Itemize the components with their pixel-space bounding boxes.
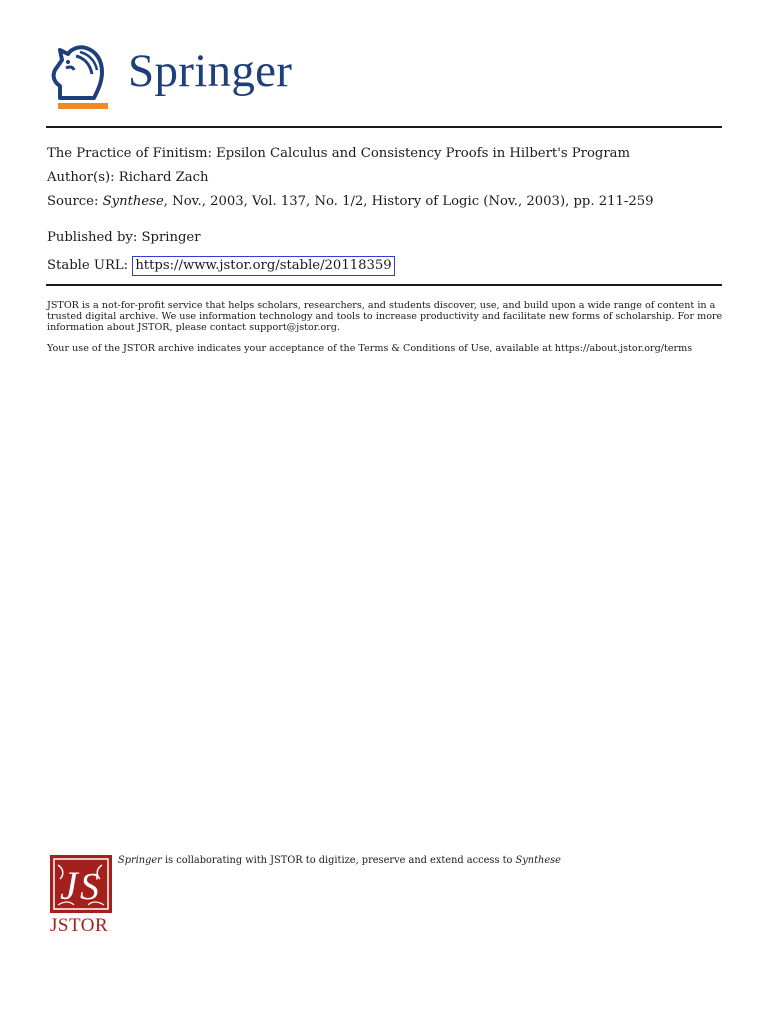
source-label: Source: — [47, 194, 99, 209]
source-line — [47, 194, 717, 210]
stable-url-line — [47, 256, 395, 276]
jstor-wordmark: JSTOR — [50, 915, 109, 936]
source-details: , Nov., 2003, Vol. 137, No. 1/2, History of Logic (Nov., 2003), pp. 211-259 — [163, 194, 654, 209]
published-by-line — [47, 230, 201, 246]
top-rule — [46, 126, 722, 128]
published-by-label: Published by: — [47, 230, 138, 245]
source-journal: Synthese — [102, 194, 164, 209]
jstor-emblem-icon — [50, 855, 112, 913]
springer-wordmark: Springer — [128, 45, 293, 97]
collaboration-statement — [118, 855, 561, 867]
svg-text:S: S — [80, 866, 99, 908]
springer-logo — [46, 40, 346, 112]
authors-line — [47, 170, 209, 186]
published-by-value: Springer — [141, 230, 201, 245]
authors-label: Author(s): — [47, 170, 115, 185]
collab-text: is collaborating with JSTOR to digitize, preserve and extend access to — [161, 855, 516, 866]
jstor-logo — [50, 855, 114, 937]
authors-value: Richard Zach — [118, 170, 209, 185]
collab-publisher: Springer — [118, 855, 162, 866]
stable-url-link[interactable]: https://www.jstor.org/stable/20118359 — [132, 256, 394, 276]
article-title: The Practice of Finitism: Epsilon Calculus and Consistency Proofs in Hilbert's Program — [47, 146, 631, 161]
jstor-notice-paragraph: JSTOR is a not-for-profit service that helps scholars, researchers, and students discover, use, and build upon a wide range of content in a trusted digital archive. We use information technology and tools to increase productivity and facilitate new forms of scholarship. For more information about JSTOR, please contact support@jstor.org. — [47, 300, 723, 333]
middle-rule — [46, 284, 722, 286]
collab-journal: Synthese — [515, 855, 561, 866]
svg-text:J: J — [60, 863, 78, 908]
stable-url-label: Stable URL: — [47, 258, 129, 273]
springer-horse-icon — [46, 40, 112, 112]
terms-notice-paragraph: Your use of the JSTOR archive indicates your acceptance of the Terms & Conditions of Use, available at https://about.jstor.org/terms — [47, 343, 693, 354]
